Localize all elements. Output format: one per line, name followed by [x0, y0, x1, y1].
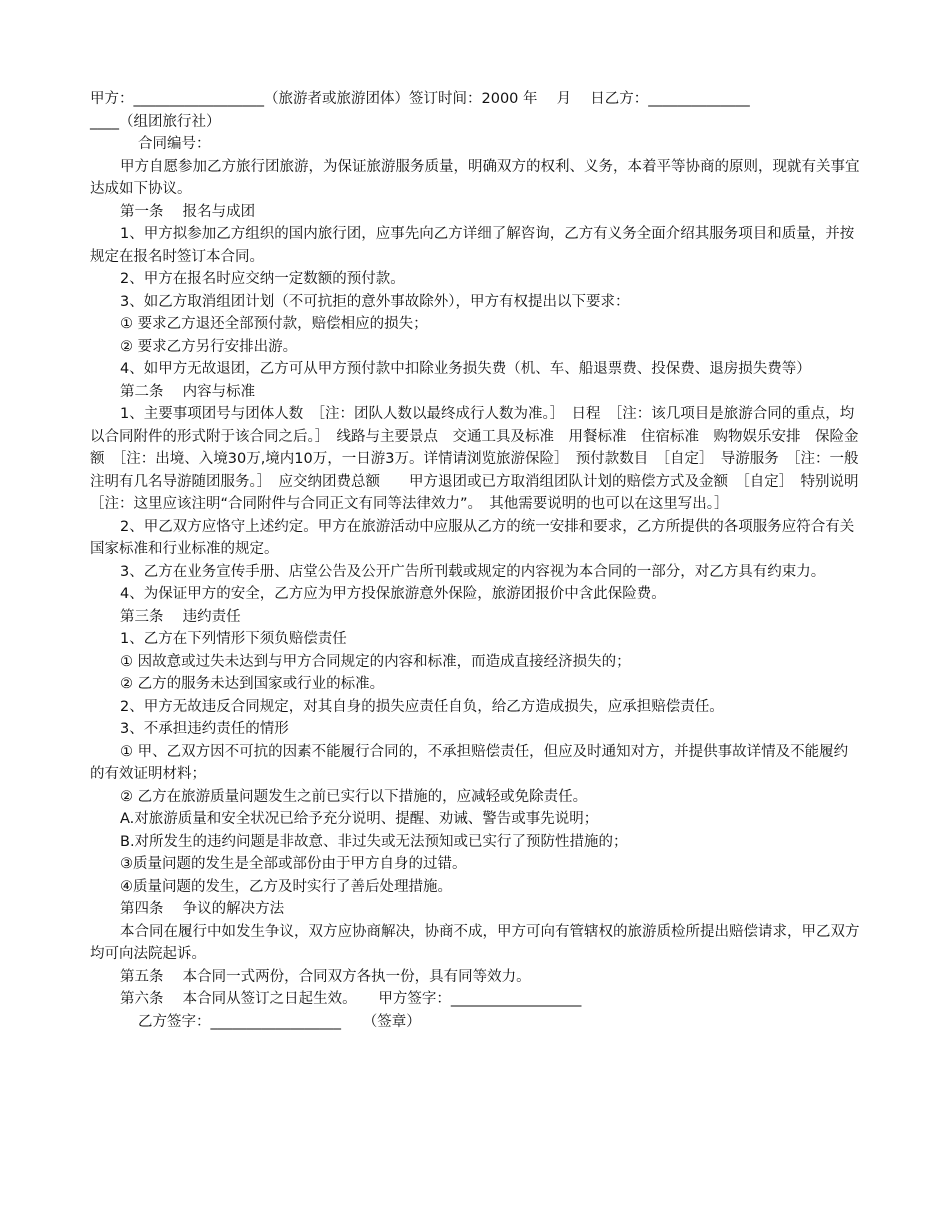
- article-1-clause-3-item-2: ② 要求乙方另行安排出游。: [120, 338, 298, 355]
- article-3-clause-3: 3、不承担违约责任的情形: [120, 721, 289, 737]
- article-3-measure-c: ③质量问题的发生是全部或部份由于甲方自身的过错。: [120, 856, 467, 872]
- article-2-clause-3: 3、乙方在业务宣传手册、店堂公告及公开广告所刊载或规定的内容视为本合同的一部分，对乙方具有约束力。: [120, 563, 826, 580]
- article-3-title: 第三条 违约责任: [120, 608, 241, 625]
- article-1-clause-3-item-1: ① 要求乙方退还全部预付款，赔偿相应的损失；: [120, 316, 428, 332]
- article-1-clause-4: 4、如甲方无故退团，乙方可从甲方预付款中扣除业务损失费（机、车、船退票费、投保费、退房损失费等）: [120, 361, 811, 377]
- article-3-measure-b: B.对所发生的违约问题是非故意、非过失或无法预知或已实行了预防性措施的；: [120, 833, 628, 850]
- article-2-title: 第二条 内容与标准: [120, 383, 256, 400]
- article-2-clause-1: 1、主要事项团号与团体人数 ［注：团队人数以最终成行人数为准。］ 日程 ［注：该几项目是旅游合同的重点，均以合同附件的形式附于该合同之后。］ 线路与主要景点 交通工具及标准 用餐标准 住宿标准 购物娱乐安排 保险金额 ［注：出境、入境30万,境内10万，一日游3万。详情请浏览旅游保险］ 预付款数目 ［自定］ 导游服务 ［注：一般注明有几名导游随团服务。］ 应交纳团费总额 甲方退团或已方取消组团队计划的赔偿方式及金额 ［自定］ 特别说明 ［注：这里应该注明“合同附件与合同正文有同等法律效力”。 其他需要说明的也可以在这里写出。］: [90, 406, 873, 512]
- article-1-clause-3: 3、如乙方取消组团计划（不可抗拒的意外事故除外），甲方有权提出以下要求：: [120, 293, 630, 310]
- contract-number: 合同编号：: [138, 136, 211, 152]
- article-1-title: 第一条 报名与成团: [120, 203, 256, 220]
- article-1-clause-2: 2、甲方在报名时应交纳一定数额的预付款。: [120, 271, 405, 287]
- article-3-clause-1-item-2: ② 乙方的服务未达到国家或行业的标准。: [120, 676, 385, 692]
- article-2-clause-4: 4、为保证甲方的安全，乙方应为甲方投保旅游意外保险，旅游团报价中含此保险费。: [120, 586, 666, 602]
- article-3-clause-1: 1、乙方在下列情形下须负赔偿责任: [120, 631, 347, 647]
- article-1-clause-1: 1、甲方拟参加乙方组织的国内旅行团，应事先向乙方详细了解咨询，乙方有义务全面介绍其服务项目和质量，并按规定在报名时签订本合同。: [90, 226, 855, 265]
- article-3-measure-d: ④质量问题的发生，乙方及时实行了善后处理措施。: [120, 878, 452, 895]
- article-3-clause-1-item-1: ① 因故意或过失未达到与甲方合同规定的内容和标准，而造成直接经济损失的；: [120, 653, 631, 670]
- party-b-signature: 乙方签字：__________________ （签章）: [138, 1013, 421, 1030]
- article-4-paragraph: 本合同在履行中如发生争议，双方应协商解决，协商不成，甲方可向有管辖权的旅游质检所提出赔偿请求，甲乙双方均可向法院起诉。: [90, 923, 860, 962]
- article-2-clause-2: 2、甲乙双方应恪守上述约定。甲方在旅游活动中应服从乙方的统一安排和要求，乙方所提供的各项服务应符合有关国家标准和行业标准的规定。: [90, 518, 855, 557]
- header-line-1: 甲方：__________________（旅游者或旅游团体）签订时间：2000 年 月 日乙方：______________: [90, 91, 750, 107]
- article-4-title: 第四条 争议的解决方法: [120, 901, 285, 917]
- article-5: 第五条 本合同一式两份，合同双方各执一份，具有同等效力。: [120, 968, 531, 985]
- intro-paragraph: 甲方自愿参加乙方旅行团旅游，为保证旅游服务质量，明确双方的权利、义务，本着平等协商的原则，现就有关事宜达成如下协议。: [90, 158, 860, 197]
- article-6-and-party-a-signature: 第六条 本合同从签订之日起生效。 甲方签字：__________________: [120, 991, 582, 1007]
- header-line-2: ____（组团旅行社）: [90, 113, 221, 130]
- contract-document: [90, 88, 873, 1033]
- article-3-clause-3-item-2: ② 乙方在旅游质量问题发生之前已实行以下措施的，应减轻或免除责任。: [120, 788, 588, 805]
- article-3-measure-a: A.对旅游质量和安全状况已给予充分说明、提醒、劝诫、警告或事先说明；: [120, 811, 599, 827]
- article-3-clause-3-item-1: ① 甲、乙双方因不可抗的因素不能履行合同的，不承担赔偿责任，但应及时通知对方，并提供事故详情及不能履约的有效证明材料；: [90, 743, 849, 782]
- article-3-clause-2: 2、甲方无故违反合同规定，对其自身的损失应责任自负，给乙方造成损失，应承担赔偿责任。: [120, 698, 724, 715]
